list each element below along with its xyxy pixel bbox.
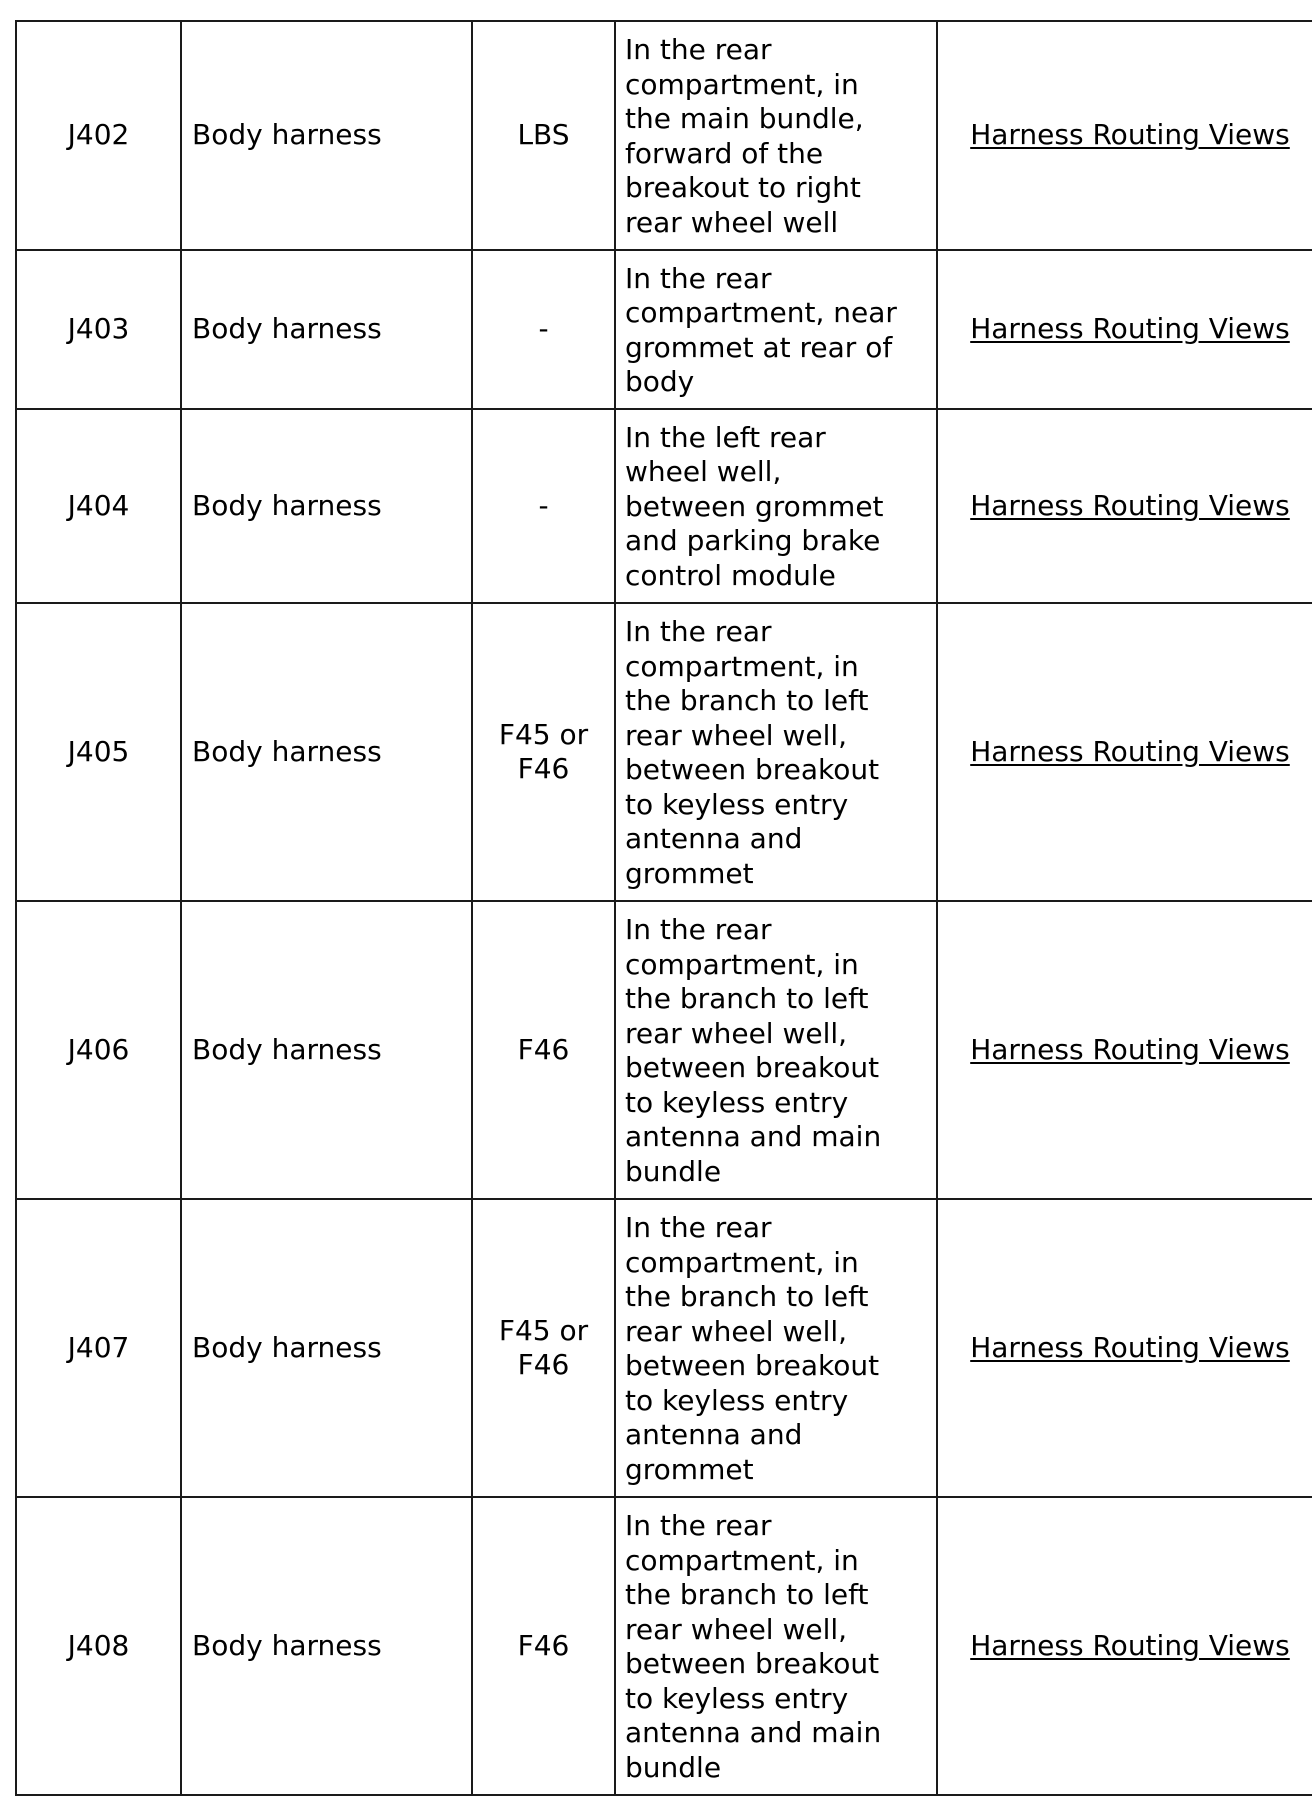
connector-id-cell: J406 bbox=[16, 901, 181, 1199]
table-row bbox=[16, 1497, 1312, 1795]
connector-id-cell: J405 bbox=[16, 603, 181, 901]
connector-id-cell: J408 bbox=[16, 1497, 181, 1795]
reference-cell bbox=[937, 603, 1312, 901]
harness-routing-views-link[interactable]: Harness Routing Views bbox=[970, 488, 1290, 522]
harness-cell: Body harness bbox=[181, 21, 472, 250]
harness-routing-views-link[interactable]: Harness Routing Views bbox=[970, 118, 1290, 152]
harness-cell: Body harness bbox=[181, 1497, 472, 1795]
harness-routing-views-link[interactable]: Harness Routing Views bbox=[970, 734, 1290, 768]
color-cell bbox=[472, 901, 615, 1199]
reference-cell bbox=[937, 250, 1312, 409]
color-text: F45 or F46 bbox=[498, 1313, 589, 1381]
table-row bbox=[16, 21, 1312, 250]
color-text: LBS bbox=[517, 118, 570, 152]
color-text: F45 or F46 bbox=[498, 717, 589, 785]
location-cell bbox=[615, 1199, 937, 1497]
color-text: - bbox=[538, 312, 549, 346]
table-row bbox=[16, 1199, 1312, 1497]
reference-cell bbox=[937, 1199, 1312, 1497]
location-cell bbox=[615, 250, 937, 409]
connector-id-cell: J403 bbox=[16, 250, 181, 409]
color-cell bbox=[472, 409, 615, 603]
connector-id-cell: J407 bbox=[16, 1199, 181, 1497]
table-row bbox=[16, 603, 1312, 901]
location-cell bbox=[615, 603, 937, 901]
harness-cell: Body harness bbox=[181, 603, 472, 901]
color-text: F46 bbox=[517, 1032, 570, 1066]
location-cell bbox=[615, 1497, 937, 1795]
harness-routing-views-link[interactable]: Harness Routing Views bbox=[970, 1330, 1290, 1364]
reference-cell bbox=[937, 901, 1312, 1199]
color-text: F46 bbox=[517, 1628, 570, 1662]
location-text: In the rear compartment, in the branch to left rear wheel well, between breakout to keyless entry antenna and grommet bbox=[625, 1211, 880, 1486]
color-cell bbox=[472, 250, 615, 409]
color-cell bbox=[472, 1199, 615, 1497]
harness-cell: Body harness bbox=[181, 1199, 472, 1497]
location-cell bbox=[615, 409, 937, 603]
reference-cell bbox=[937, 1497, 1312, 1795]
color-cell bbox=[472, 21, 615, 250]
table-row bbox=[16, 250, 1312, 409]
harness-cell: Body harness bbox=[181, 901, 472, 1199]
connector-id-cell: J404 bbox=[16, 409, 181, 603]
table-body bbox=[16, 21, 1312, 1795]
reference-cell bbox=[937, 409, 1312, 603]
location-cell bbox=[615, 21, 937, 250]
harness-routing-views-link[interactable]: Harness Routing Views bbox=[970, 1628, 1290, 1662]
location-text: In the rear compartment, in the main bundle, forward of the breakout to right rear wheel well bbox=[625, 33, 864, 239]
harness-routing-views-link[interactable]: Harness Routing Views bbox=[970, 312, 1290, 346]
color-text: - bbox=[538, 488, 549, 522]
connector-id-cell: J402 bbox=[16, 21, 181, 250]
color-cell bbox=[472, 603, 615, 901]
location-text: In the rear compartment, near grommet at rear of body bbox=[625, 261, 897, 398]
harness-cell: Body harness bbox=[181, 250, 472, 409]
harness-routing-views-link[interactable]: Harness Routing Views bbox=[970, 1032, 1290, 1066]
color-cell bbox=[472, 1497, 615, 1795]
harness-cell: Body harness bbox=[181, 409, 472, 603]
connector-location-table bbox=[15, 20, 1312, 1796]
location-text: In the rear compartment, in the branch to left rear wheel well, between breakout to keyless entry antenna and grommet bbox=[625, 615, 880, 890]
table-row bbox=[16, 901, 1312, 1199]
table-row bbox=[16, 409, 1312, 603]
reference-cell bbox=[937, 21, 1312, 250]
location-text: In the rear compartment, in the branch to left rear wheel well, between breakout to keyless entry antenna and main bundle bbox=[625, 1509, 882, 1784]
location-text: In the rear compartment, in the branch to left rear wheel well, between breakout to keyless entry antenna and main bundle bbox=[625, 913, 882, 1188]
location-cell bbox=[615, 901, 937, 1199]
location-text: In the left rear wheel well, between grommet and parking brake control module bbox=[625, 420, 884, 592]
